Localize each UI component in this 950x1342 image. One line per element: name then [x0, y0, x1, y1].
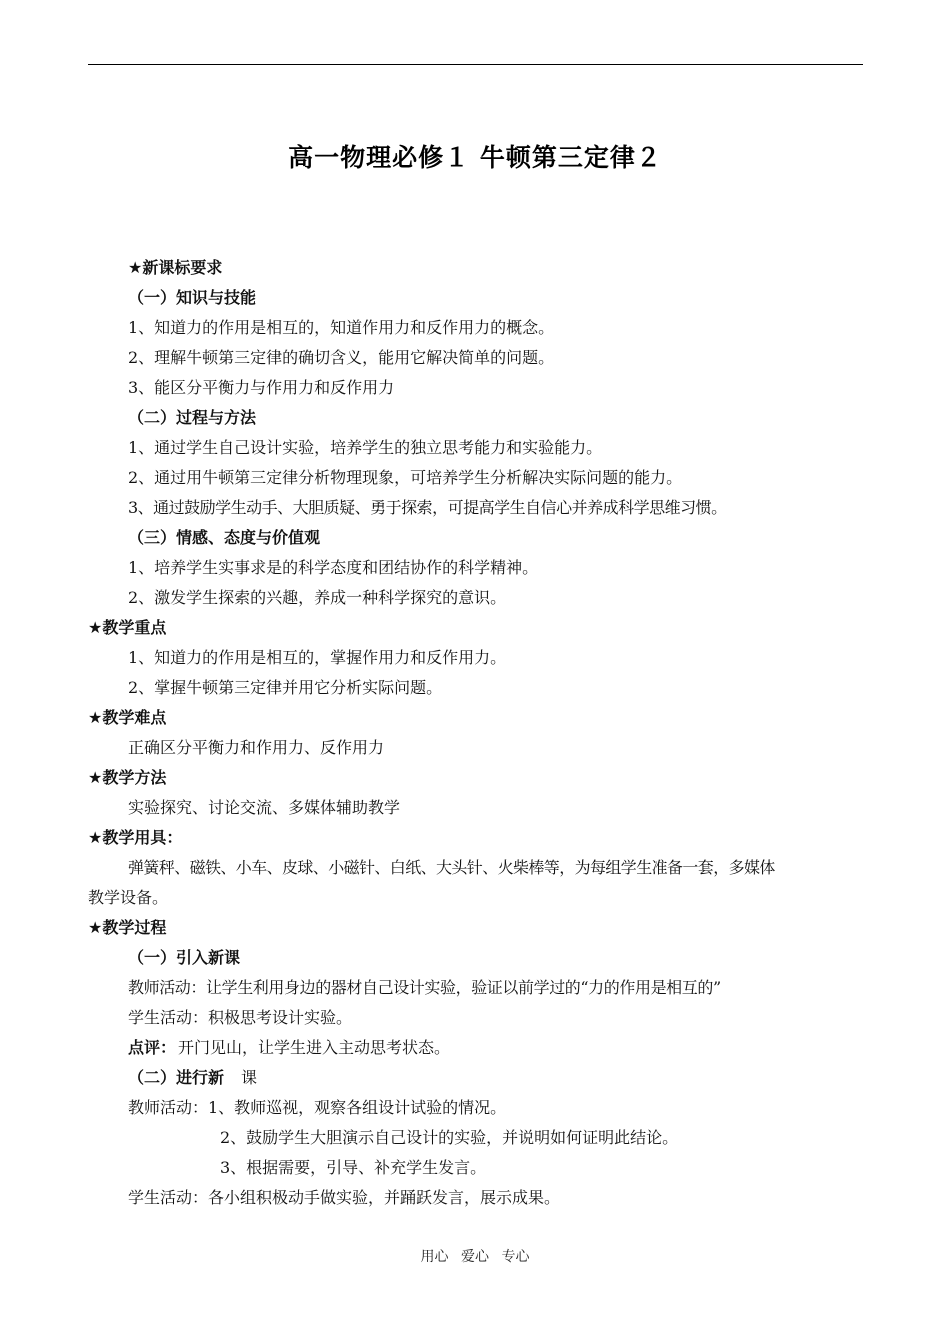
subheading-introduction: （一）引入新课	[128, 948, 241, 967]
footer-text: 专心	[501, 1249, 530, 1265]
paragraph: 弹簧秤、磁铁、小车、皮球、小磁针、白纸、大头针、火柴棒等，为每组学生准备一套，多媒体	[128, 858, 775, 877]
paragraph: 3、能区分平衡力与作用力和反作用力	[128, 378, 395, 397]
paragraph: 3、通过鼓励学生动手、大胆质疑、勇于探索，可提高学生自信心并养成科学思维习惯。	[128, 498, 727, 517]
paragraph: 2、激发学生探索的兴趣，养成一种科学探究的意识。	[128, 588, 507, 607]
paragraph: 教师活动：1、教师巡视，观察各组设计试验的情况。	[128, 1098, 507, 1117]
page-footer	[0, 1246, 950, 1266]
subheading-new-lesson-tail: 课	[241, 1068, 258, 1087]
heading-process: ★教学过程	[88, 918, 167, 937]
subheading-emotion-values: （三）情感、态度与价值观	[128, 528, 321, 547]
paragraph: 2、鼓励学生大胆演示自己设计的实验，并说明如何证明此结论。	[220, 1128, 679, 1147]
paragraph: 学生活动：积极思考设计实验。	[128, 1008, 353, 1027]
comment-label: 点评：	[128, 1038, 177, 1057]
heading-tools: ★教学用具：	[88, 828, 183, 847]
paragraph: 1、知道力的作用是相互的，掌握作用力和反作用力。	[128, 648, 507, 667]
heading-key-points: ★教学重点	[88, 618, 167, 637]
paragraph: 2、掌握牛顿第三定律并用它分析实际问题。	[128, 678, 443, 697]
paragraph: 学生活动：各小组积极动手做实验，并踊跃发言，展示成果。	[128, 1188, 561, 1207]
footer-text: 用心	[420, 1249, 449, 1265]
page-title: 高一物理必修１ 牛顿第三定律２	[288, 143, 662, 172]
paragraph: 1、知道力的作用是相互的，知道作用力和反作用力的概念。	[128, 318, 555, 337]
comment-text: 开门见山，让学生进入主动思考状态。	[178, 1038, 451, 1057]
paragraph: 正确区分平衡力和作用力、反作用力	[128, 738, 385, 757]
subheading-process-method: （二）过程与方法	[128, 408, 257, 427]
paragraph: 教学设备。	[88, 888, 169, 907]
header-rule	[88, 64, 863, 65]
paragraph: 3、根据需要，引导、补充学生发言。	[220, 1158, 487, 1177]
paragraph: 2、通过用牛顿第三定律分析物理现象，可培养学生分析解决实际问题的能力。	[128, 468, 683, 487]
paragraph: 教师活动：让学生利用身边的器材自己设计实验，验证以前学过的“力的作用是相互的”	[128, 978, 721, 997]
footer-text: 爱心	[461, 1249, 489, 1265]
paragraph: 1、通过学生自己设计实验，培养学生的独立思考能力和实验能力。	[128, 438, 603, 457]
paragraph: 实验探究、讨论交流、多媒体辅助教学	[128, 798, 401, 817]
paragraph: 2、理解牛顿第三定律的确切含义，能用它解决简单的问题。	[128, 348, 555, 367]
paragraph: 1、培养学生实事求是的科学态度和团结协作的科学精神。	[128, 558, 539, 577]
subheading-knowledge-skills: （一）知识与技能	[128, 288, 257, 307]
heading-course-standard: ★新课标要求	[128, 258, 223, 277]
heading-difficulties: ★教学难点	[88, 708, 167, 727]
heading-methods: ★教学方法	[88, 768, 167, 787]
subheading-new-lesson: （二）进行新	[128, 1068, 225, 1087]
